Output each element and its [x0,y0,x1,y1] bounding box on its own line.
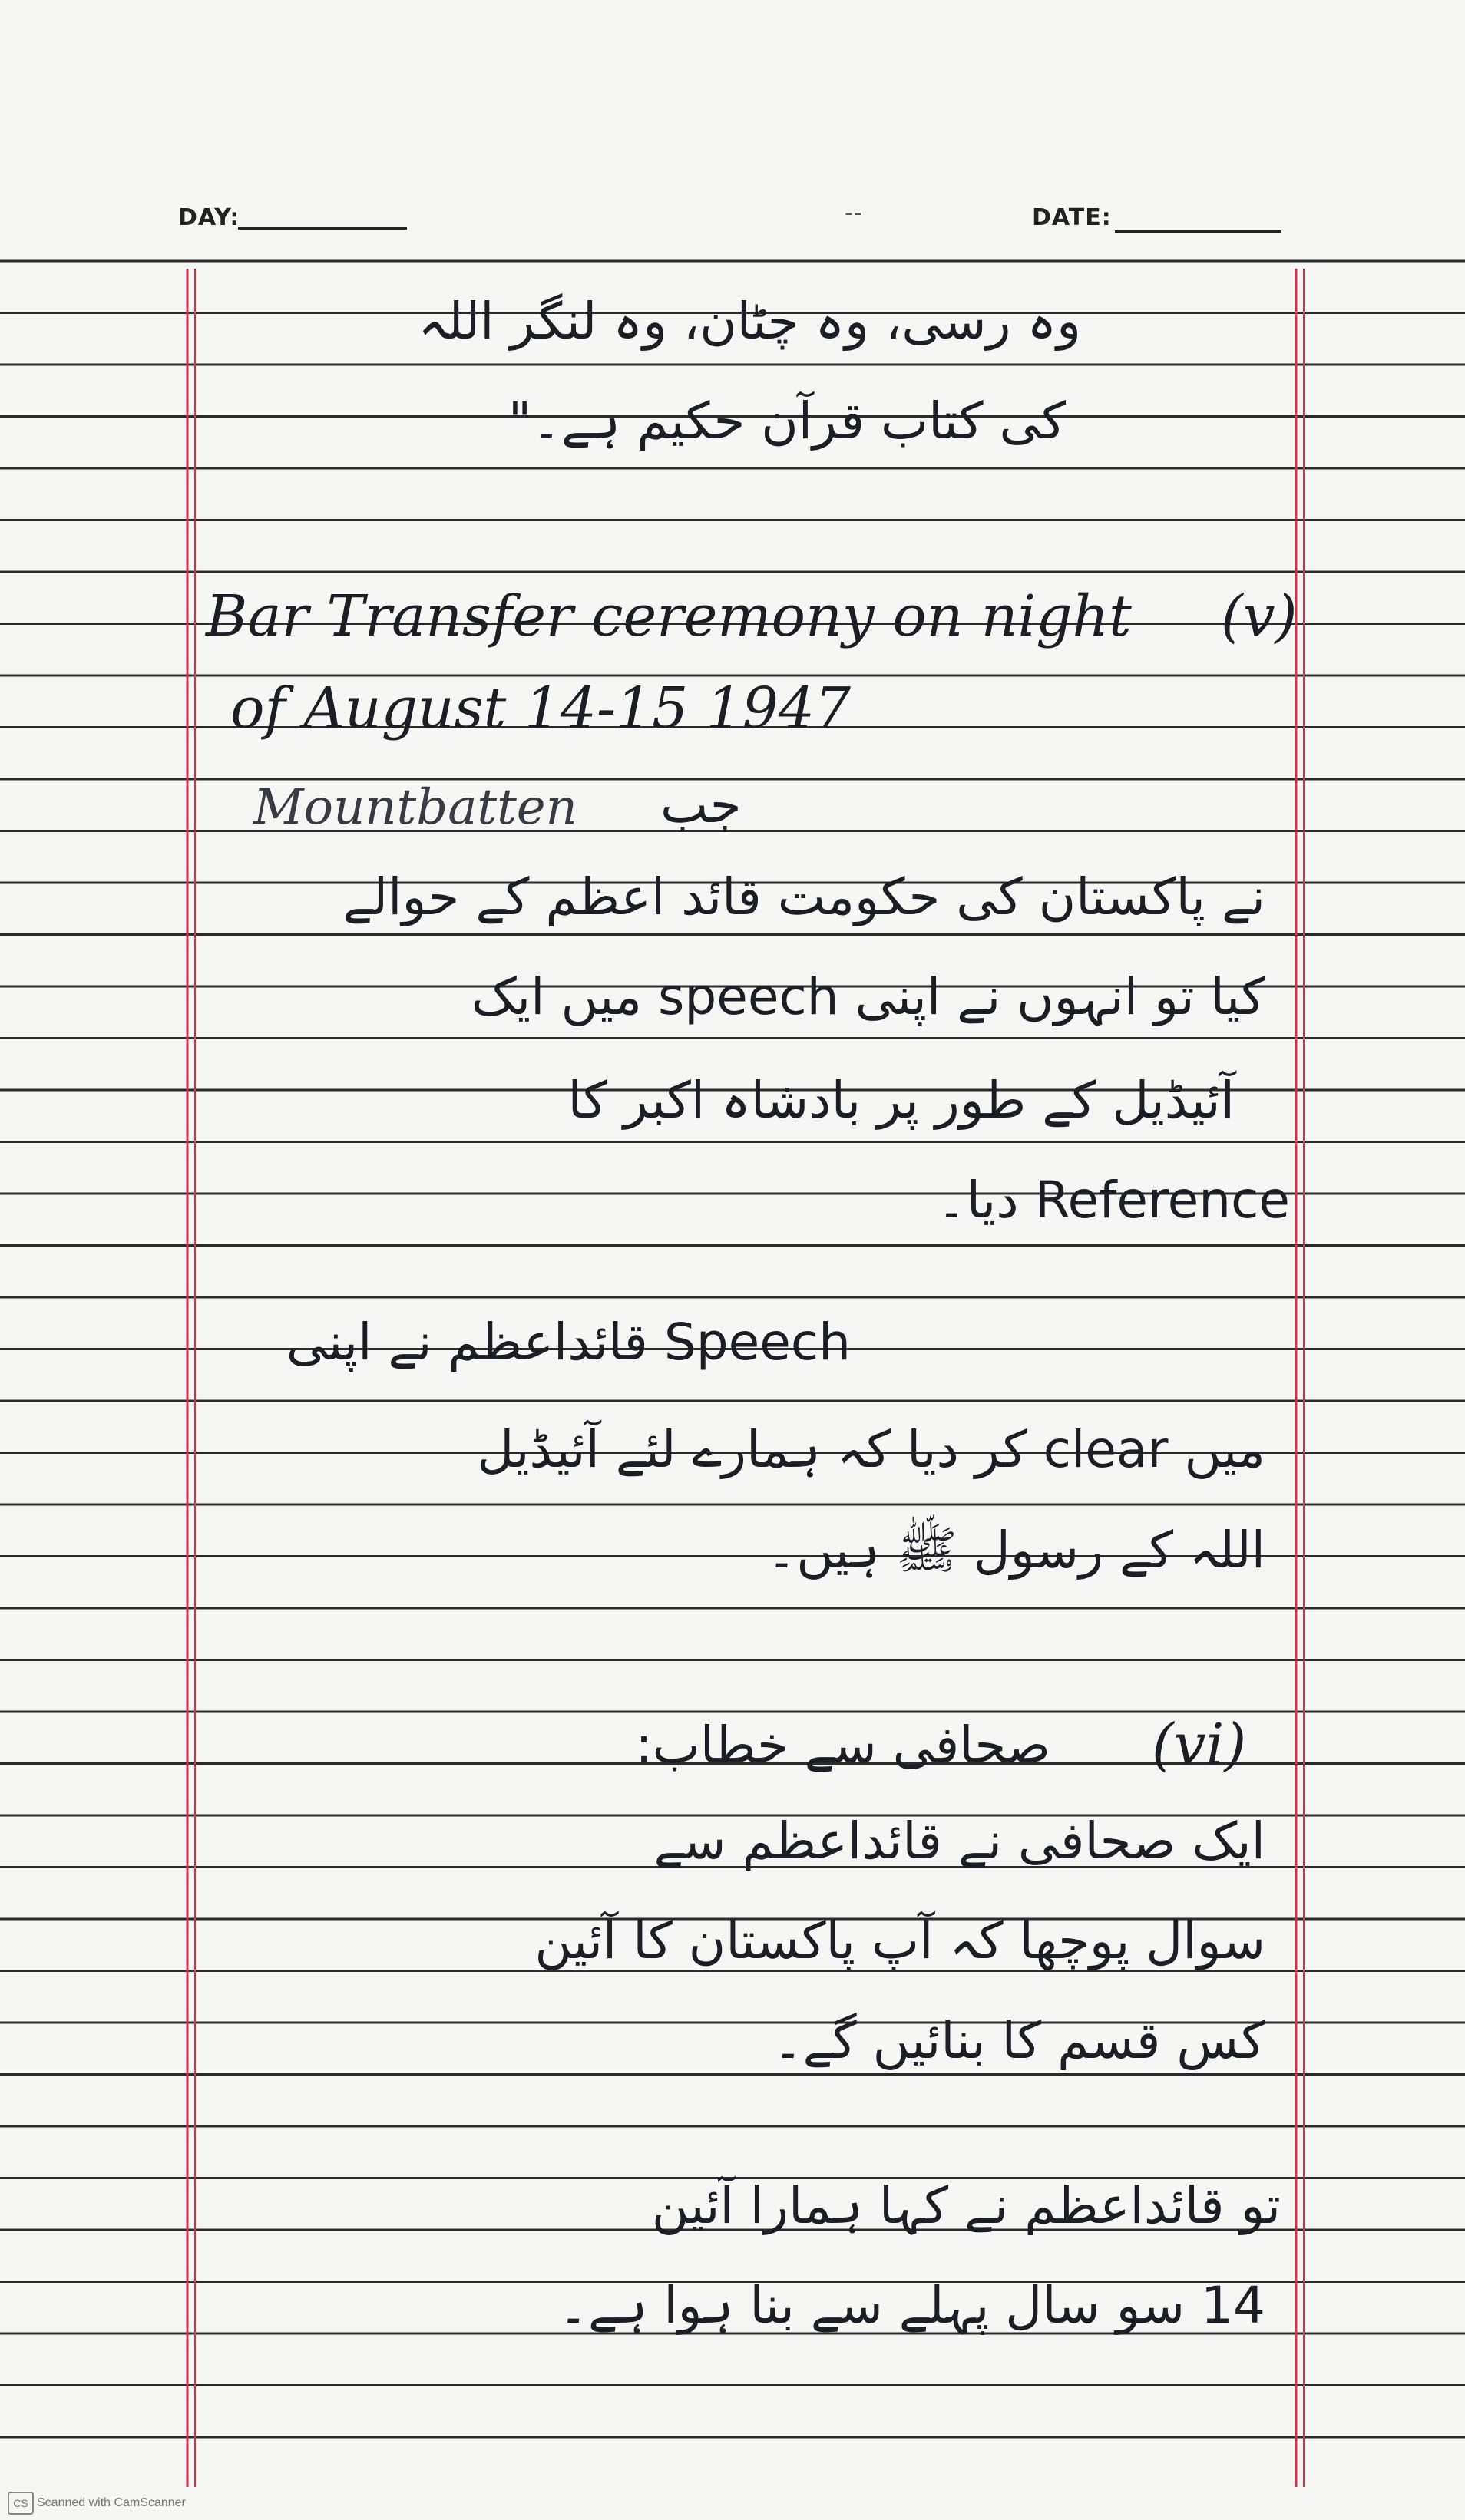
urdu-line-7: کیا تو انہوں نے اپنی speech میں ایک [471,967,1265,1026]
urdu-line-16: کس قسم کا بنائیں گے۔ [772,2011,1265,2070]
urdu-line-15: سوال پوچھا کہ آپ پاکستان کا آئین [534,1911,1265,1970]
urdu-line-18: 14 سو سال پہلے سے بنا ہوا ہے۔ [558,2276,1265,2335]
header-mark: -- [845,200,863,226]
heading-bar-transfer: Bar Transfer ceremony on night [206,583,1132,649]
date-label: DATE: [1032,204,1112,231]
day-label: DAY: [178,204,240,231]
urdu-line-14: ایک صحافی نے قائداعظم سے [653,1812,1265,1871]
urdu-line-9: Reference دیا۔ [937,1171,1290,1230]
scanner-watermark: Scanned with CamScanner [37,2496,186,2509]
day-field-line [238,227,407,230]
date-field-line [1115,230,1281,233]
urdu-line-6: نے پاکستان کی حکومت قائد اعظم کے حوالے [342,867,1265,926]
urdu-jab: جب [660,775,742,834]
urdu-line-17: تو قائداعظم نے کہا ہمارا آئین [651,2176,1281,2235]
heading-number-vi: (vi) [1152,1712,1247,1778]
urdu-line-8: آئیڈیل کے طور پر بادشاہ اکبر کا [567,1071,1235,1130]
urdu-line-1: وہ رسی، وہ چٹان، وہ لنگر اللہ [418,292,1081,351]
heading-august-date: of August 14-15 1947 [230,675,852,741]
mountbatten-text: Mountbatten [253,779,577,836]
urdu-line-2: کی کتاب قرآن حکیم ہے۔" [508,391,1066,451]
camscanner-logo: CS [8,2492,34,2515]
heading-number-v: (v) [1221,583,1298,649]
urdu-line-11: میں clear کر دیا کہ ہمارے لئے آئیڈیل [477,1420,1265,1479]
urdu-line-10: Speech قائداعظم نے اپنی [286,1313,851,1372]
urdu-heading-journalist: صحافی سے خطاب: [635,1716,1050,1775]
urdu-line-12: اللہ کے رسول ﷺ ہیں۔ [766,1521,1265,1580]
